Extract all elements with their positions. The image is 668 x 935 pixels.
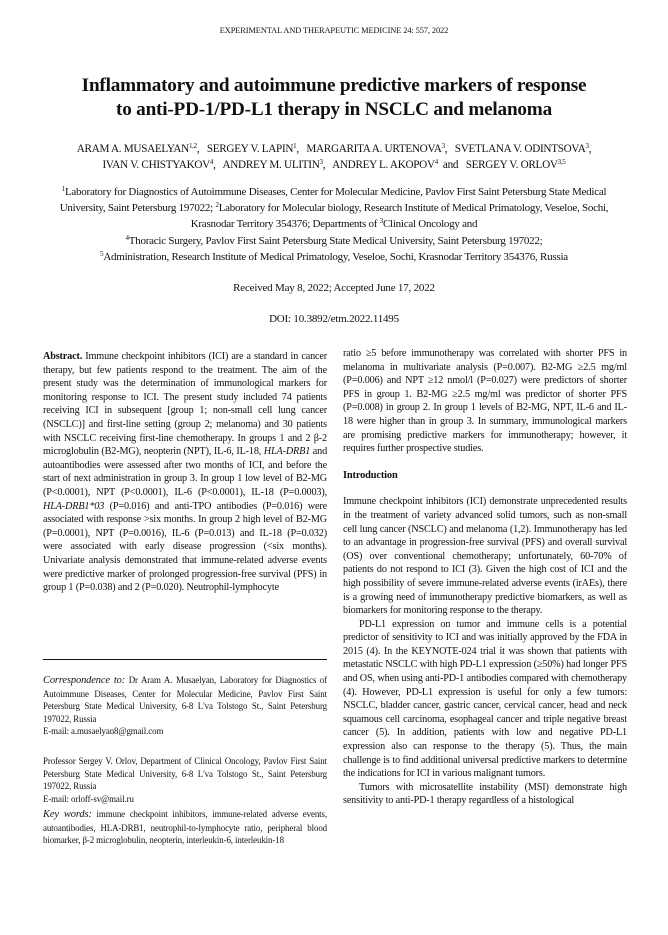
correspondence-author-1: Dr Aram A. Musaelyan, Laboratory for Diagnostics of Autoimmune Diseases, Center for Molecular Medicine, Pavlov First Saint Petersburg State Medical University, 6-8 L'va Tolstogo St., Saint Petersburg 197022, Russia: [43, 675, 327, 724]
author-name: ANDREY M. ULITIN: [222, 159, 320, 171]
correspondence-author-2: Professor Sergey V. Orlov, Department of Clinical Oncology, Pavlov First Saint Petersburg State Medical University, 6-8 L'va Tolstogo St., Saint Petersburg 197022, Russia: [43, 756, 327, 792]
author-line-1: [0, 141, 668, 157]
author-affiliation-mark: 3: [585, 142, 589, 150]
author-affiliation-mark: 1: [293, 142, 297, 150]
affiliation-number: 5: [100, 249, 104, 258]
abstract-text: (P=0.016) and anti-TPO antibodies (P=0.016) were associated with response >six months. In group 2 high level of B2-MG (P=0.0001), NPT (P=0.0016), IL-6 (P=0.013) and IL-18 (P=0.032) were associated with early disease progression (<six months). Univariate analysis demonstrated that immune-related adverse events were predictive marker of prolonged progression-free survival (PFS) in group 1 (P=0.038) and 2 (P=0.020). Neutrophil-lymphocyte: [43, 500, 327, 594]
affiliation-number: 4: [125, 233, 129, 242]
author-name: ARAM A. MUSAELYAN: [76, 143, 189, 155]
author-affiliation-mark: 4: [434, 158, 438, 166]
correspondence-1: [43, 674, 327, 738]
right-column: [343, 347, 627, 808]
author-affiliation-mark: 3,5: [557, 158, 566, 166]
affiliation-number: 2: [215, 201, 219, 210]
author-name: MARGARITA A. URTENOVA: [306, 143, 442, 155]
author-separator: ,: [588, 143, 592, 155]
footnote-divider: [43, 659, 327, 660]
author-name: SERGEY V. ORLOV: [465, 159, 558, 171]
keywords: [43, 808, 327, 847]
article-title: [0, 74, 668, 122]
affiliation-number: 3: [379, 217, 383, 226]
running-head: EXPERIMENTAL AND THERAPEUTIC MEDICINE 24: 557, 2022: [219, 26, 449, 35]
author-name: ANDREY L. AKOPOV: [332, 159, 435, 171]
abstract-text: and autoantibodies were assessed after two months of ICI, and before the start of next administration in group 3. In group 1 low level of B2-MG (P<0.0001), NPT (P<0.0001), IL-6 (P<0.0001), IL-18 (P=0.0003),: [43, 446, 328, 498]
correspondence-2: [43, 755, 327, 805]
keywords-label: Key words:: [43, 809, 92, 820]
author-affiliation-mark: 3: [441, 142, 445, 150]
author-affiliation-mark: 4: [209, 158, 214, 166]
correspondence-email-1[interactable]: E-mail: a.musaelyan8@gmail.com: [43, 726, 164, 737]
author-separator: ,: [213, 159, 221, 171]
author-separator: ,: [296, 143, 304, 155]
affiliation-text: Thoracic Surgery, Pavlov First Saint Petersburg State Medical University, Saint Petersburg 197022;: [128, 234, 543, 247]
abstract-continued: ratio ≥5 before immunotherapy was correlated with shorter PFS in melanoma in multivariate analysis (P=0.007). B2-MG ≥2.5 mg/ml (P=0.006) and NPT ≥12 nmol/l (P=0.027) were predictors of shorter PFS in group 1. B2-MG ≥2.5 mg/ml was predictor of shorter PFS (P=0.008) in group 2. In group 1 levels of B2-MG, NPT, IL-6 and IL-18 were higher than in group 3. In summary, immunological markers are promising predictive markers for immunotherapy; however, it requires further prospective studies.: [343, 348, 627, 455]
abstract-label: Abstract.: [43, 351, 83, 362]
received-accepted-dates: Received May 8, 2022; Accepted June 17, 2022: [233, 282, 435, 294]
author-affiliation-mark: 3: [319, 158, 323, 166]
author-name: IVAN V. CHISTYAKOV: [102, 159, 210, 171]
intro-paragraph: PD-L1 expression on tumor and immune cells is a potential predictor of sensitivity to ICI and was initially approved by the FDA in 2015 (4). In the KEYNOTE-024 trial it was shown that patients with metastatic NSCLC with high PD-L1 expression (≥50%) had longer PFS and OS, when using anti-PD-1 antibodies compared with chemotherapy (4). However, PD-L1 expression is useful for only a few tumors: NSCLC, bladder cancer, gastric cancer, cervical cancer, head and neck squamous cell carcinoma, esophageal cancer and triple negative breast cancer (5). In addition, patients with low and negative PD-L1 expression also can response to the therapy (5). Thus, the main challenge is to find additional universal predictive markers to determine the indications for ICI in various malignant tumors.: [343, 618, 627, 780]
affiliation-text: Laboratory for Molecular biology, Research Institute of Medical Primatology, Veseloe, Sochi, Krasnodar Territory 354376; Departments of: [190, 202, 609, 231]
title-line-1: Inflammatory and autoimmune predictive markers of response: [81, 75, 587, 96]
affiliation-number: 1: [61, 185, 65, 193]
intro-paragraph: Tumors with microsatellite instability (MSI) demonstrate high sensitivity to anti-PD-1 therapy regardless of a histological: [343, 781, 627, 807]
author-list: [0, 141, 668, 173]
author-affiliation-mark: 1,2: [188, 142, 197, 150]
section-heading-introduction: Introduction: [343, 469, 398, 481]
title-line-2: to anti-PD-1/PD-L1 therapy in NSCLC and melanoma: [116, 99, 552, 120]
affiliations: [40, 184, 628, 265]
abstract-text: Immune checkpoint inhibitors (ICI) are a standard in cancer therapy, but few patients respond to the treatment. The aim of the present study was the determination of immunological markers for monitoring response to ICI. The present study included 74 patients receiving ICI in subsequent [group 1; non-small cell lung cancer (NSCLC)] and first-line setting (group 2; melanoma) and 30 patients with NSCLC receiving first-line chemotherapy. In groups 1 and 2 β-2 microglobulin (B2-MG), neopterin (NPT), IL-6, IL-18,: [43, 351, 327, 458]
doi-link[interactable]: DOI: 10.3892/etm.2022.11495: [269, 313, 399, 325]
correspondence-label: Correspondence to:: [43, 675, 126, 686]
author-separator: ,: [444, 143, 453, 155]
correspondence-email-2[interactable]: E-mail: orloff-sv@mail.ru: [43, 793, 134, 804]
keywords-text: immune checkpoint inhibitors, immune-related adverse events, autoantibodies, HLA-DRB1, neutrophil-to-lymphocyte ratio, peripheral blood biomarker, β-2 microglobulin, neopterin, interleukin-6, interleukin-18: [43, 809, 327, 846]
author-line-2: [0, 157, 668, 173]
author-separator: ,: [322, 159, 331, 171]
author-name: SVETLANA V. ODINTSOVA: [454, 143, 586, 155]
affiliation-text: Administration, Research Institute of Medical Primatology, Veseloe, Sochi, Krasnodar Territory 354376, Russia: [103, 250, 568, 263]
abstract-column: [43, 350, 327, 595]
gene-name: HLA-DRB1: [263, 446, 311, 458]
intro-paragraph: Immune checkpoint inhibitors (ICI) demonstrate unprecedented results in the treatment of variety advanced solid tumors, such as non-small cell lung cancer (NSCLC) and melanoma (1,2). Immunotherapy has led to an advantage in progression-free survival (PFS) and overall survival (OS) over conventional chemotherapy; unfortunately, 60-70% of patients do not respond to ICI (3). Given the high cost of ICI and the high possibility of severe immune-related adverse events (irAEs), there is a growing need of immunotherapy predictive biomarkers, as well as biomarkers for monitoring response to the therapy.: [343, 496, 627, 617]
author-separator: and: [437, 159, 464, 171]
affiliation-text: Laboratory for Diagnostics of Autoimmune Diseases, Center for Molecular Medicine, Pavlov First Saint Petersburg State Medical University, Saint Petersburg 197022;: [59, 186, 607, 215]
gene-name: HLA-DRB1*03: [43, 500, 105, 512]
abstract-paragraph: [43, 350, 327, 595]
affiliation-text: Clinical Oncology and: [382, 218, 478, 231]
author-name: SERGEY V. LAPIN: [206, 143, 294, 155]
author-separator: ,: [196, 143, 205, 155]
